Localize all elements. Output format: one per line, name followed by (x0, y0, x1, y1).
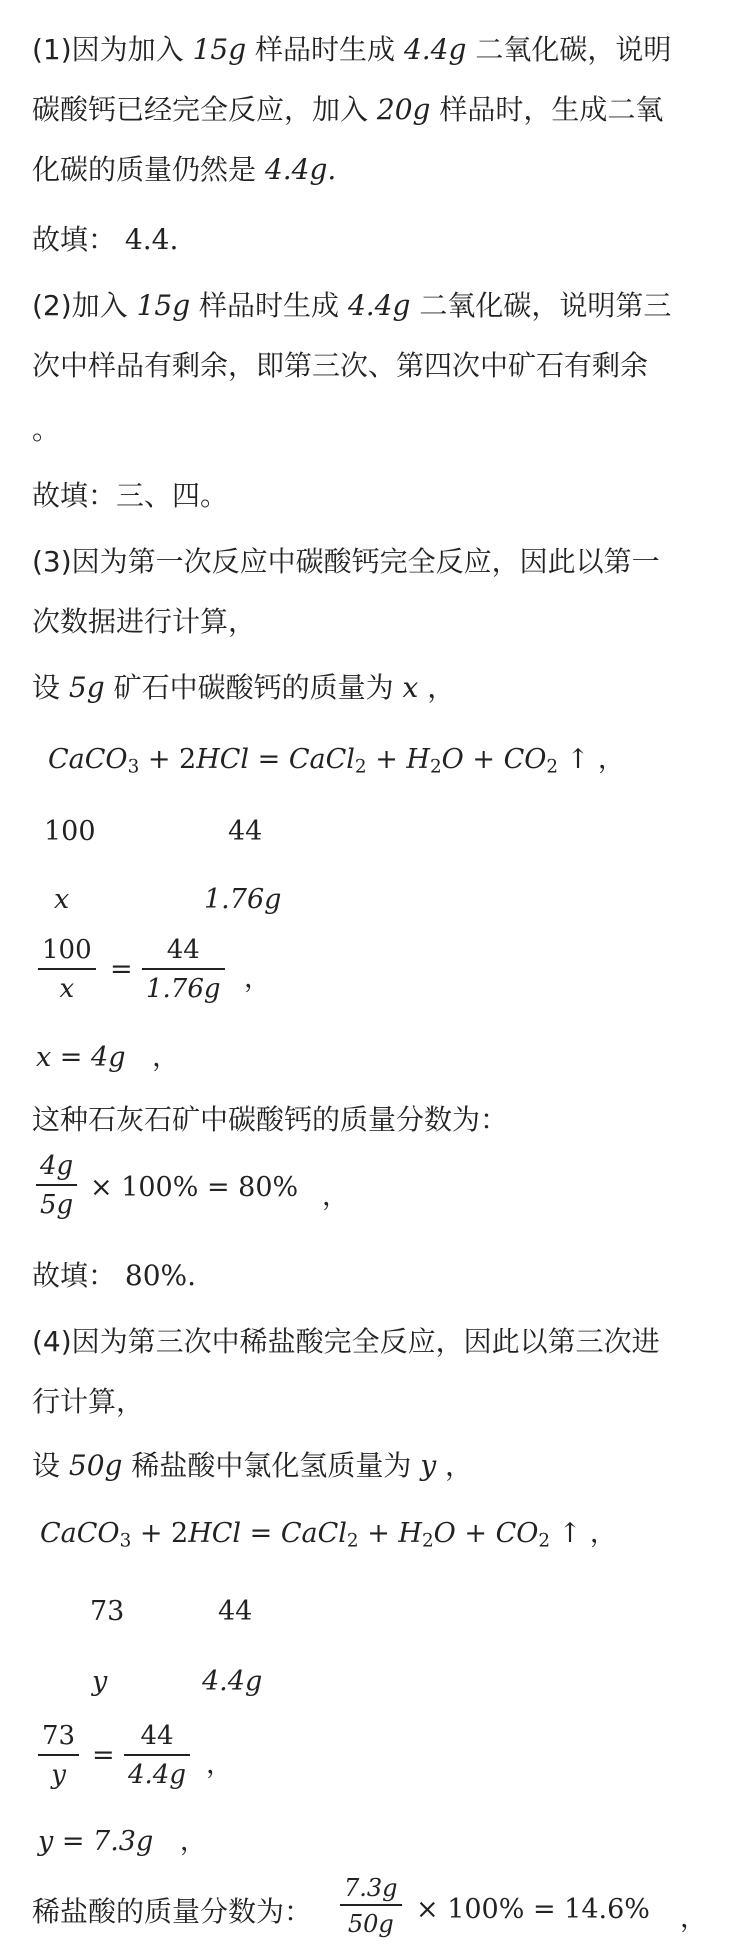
fraction-numerator: 73 (38, 1718, 79, 1756)
p4-pct-label: 稀盐酸的质量分数为： (32, 1895, 313, 1928)
math-var: y (92, 1666, 108, 1697)
math-var: x (402, 671, 419, 704)
math-var: x (54, 884, 70, 915)
pct-expression: × 100% = 80% (90, 1172, 299, 1203)
fraction-numerator: 4g (36, 1148, 77, 1186)
subscript: 2 (354, 756, 367, 778)
p3-ratio-fraction-left (38, 932, 96, 1008)
math-mass: 50g (68, 1449, 123, 1482)
fraction-numerator: 44 (142, 932, 225, 970)
p1-text: 样品时，生成二氧 (439, 93, 664, 126)
fraction-denominator: 4.4g (128, 1760, 186, 1790)
p3-text: ， (152, 1042, 180, 1073)
p4-result (38, 1822, 207, 1862)
p3-text: 矿石中碳酸钙的质量为 (113, 671, 394, 704)
p3-text: ， (322, 1181, 349, 1212)
math-mass: 4.4g (347, 289, 411, 322)
p3-chemical-equation (48, 740, 625, 780)
p4-ratio-fraction-right (124, 1718, 190, 1794)
answer-label: 故填： (32, 223, 117, 256)
p3-text: 设 (32, 671, 61, 704)
p4-text: ， (206, 1749, 233, 1780)
p2-text: 样品时生成 (199, 289, 340, 322)
p2-line3: 。 (32, 413, 61, 446)
math-var: y (420, 1449, 437, 1482)
p4-set (32, 1446, 473, 1486)
p1-text: 碳酸钙已经完全反应，加入 (32, 93, 369, 126)
subscript: 3 (127, 756, 140, 778)
molar-mass-co2: 44 (228, 816, 263, 847)
math-mass: 15g (192, 33, 247, 66)
p1-text: (1)因为加入 (32, 33, 184, 66)
p1-text: 样品时生成 (255, 33, 396, 66)
formula-hcl: HCl (196, 744, 250, 775)
math-mass: 20g (376, 93, 431, 126)
math-mass: 1.76g (204, 884, 282, 915)
formula-cacl2: CaCl (280, 1518, 347, 1549)
fraction-denominator: 5g (40, 1190, 74, 1220)
subscript: 2 (546, 756, 559, 778)
pct-expression: × 100% = 14.6% (416, 1894, 650, 1925)
result-value: y = 7.3g (38, 1826, 154, 1857)
subscript: 2 (429, 756, 442, 778)
math-mass: 5g (68, 671, 105, 704)
p4-line1: (4)因为第三次中稀盐酸完全反应，因此以第三次进 (32, 1325, 660, 1358)
formula-co2: CO (503, 744, 547, 775)
p3-pct-fraction (36, 1148, 77, 1224)
p3-set (32, 668, 455, 708)
answer-value: 80%. (124, 1259, 197, 1292)
formula-h2o: O (433, 1518, 456, 1549)
math-mass: 4.4g (403, 33, 467, 66)
molar-mass-caco3: 100 (44, 816, 96, 847)
formula-caco3: CaCO (48, 744, 128, 775)
subscript: 2 (346, 1530, 359, 1552)
operator: + 2 (131, 1518, 189, 1549)
p4-text: 稀盐酸中氯化氢质量为 (131, 1449, 412, 1482)
p4-ratio-fraction-left (38, 1718, 79, 1794)
formula-caco3: CaCO (40, 1518, 120, 1549)
answer-2: 故填：三、四。 (32, 479, 229, 512)
p3-line2: 次数据进行计算， (32, 605, 257, 638)
fraction-numerator: 44 (124, 1718, 190, 1756)
p1-line1 (32, 30, 671, 70)
operator: = (249, 744, 289, 775)
operator: + (455, 1518, 496, 1549)
p2-text: 二氧化碳，说明第三 (419, 289, 672, 322)
answer-3 (32, 1256, 196, 1296)
p1-line3 (32, 150, 336, 190)
gas-arrow-icon: ↑ (558, 744, 590, 775)
operator: + (463, 744, 504, 775)
p4-text: 设 (32, 1449, 61, 1482)
math-mass: 4.4g. (264, 153, 337, 186)
p3-text: ， (427, 671, 456, 704)
operator: + (366, 744, 407, 775)
formula-co2: CO (495, 1518, 539, 1549)
fraction-numerator: 100 (38, 932, 96, 970)
p4-text: ， (179, 1826, 207, 1857)
equals-sign: = (110, 954, 133, 985)
answer-label: 故填： (32, 1259, 117, 1292)
formula-h2o: H (406, 744, 430, 775)
p2-text: (2)加入 (32, 289, 128, 322)
p2-line1 (32, 286, 671, 326)
p4-pct-fraction (340, 1872, 402, 1942)
answer-1 (32, 220, 178, 260)
subscript: 2 (421, 1530, 434, 1552)
formula-h2o: O (441, 744, 464, 775)
p3-result (36, 1038, 179, 1078)
answer-value: 4.4. (124, 223, 179, 256)
p4-text: ， (589, 1518, 617, 1549)
p4-chemical-equation (40, 1514, 617, 1554)
p3-text: ， (244, 963, 271, 994)
formula-h2o: H (398, 1518, 422, 1549)
p3-line1: (3)因为第一次反应中碳酸钙完全反应，因此以第一 (32, 545, 660, 578)
p4-line2: 行计算， (32, 1385, 145, 1418)
fraction-numerator: 7.3g (340, 1872, 402, 1906)
gas-arrow-icon: ↑ (550, 1518, 582, 1549)
p4-text: ， (445, 1449, 474, 1482)
fraction-denominator: 50g (347, 1910, 394, 1938)
math-mass: 15g (136, 289, 191, 322)
formula-hcl: HCl (188, 1518, 242, 1549)
equals-sign: = (92, 1740, 115, 1771)
molar-mass-co2: 44 (218, 1596, 253, 1627)
p3-ratio-fraction-right (142, 932, 225, 1008)
operator: + 2 (139, 744, 197, 775)
operator: = (241, 1518, 281, 1549)
fraction-denominator: y (51, 1760, 66, 1790)
fraction-denominator: 1.76g (146, 974, 221, 1004)
p1-text: 二氧化碳，说明 (475, 33, 672, 66)
p1-text: 化碳的质量仍然是 (32, 153, 257, 186)
operator: + (358, 1518, 399, 1549)
subscript: 3 (119, 1530, 132, 1552)
p2-line2: 次中样品有剩余，即第三次、第四次中矿石有剩余 (32, 349, 649, 382)
result-value: x = 4g (36, 1042, 126, 1073)
molar-mass-hcl: 73 (90, 1596, 125, 1627)
subscript: 2 (538, 1530, 551, 1552)
math-mass: 4.4g (202, 1666, 263, 1697)
fraction-denominator: x (59, 974, 75, 1004)
p3-pct-label: 这种石灰石矿中碳酸钙的质量分数为： (32, 1103, 509, 1136)
p4-text: ， (680, 1903, 707, 1934)
p3-text: ， (597, 744, 625, 775)
p1-line2 (32, 90, 663, 130)
formula-cacl2: CaCl (288, 744, 355, 775)
